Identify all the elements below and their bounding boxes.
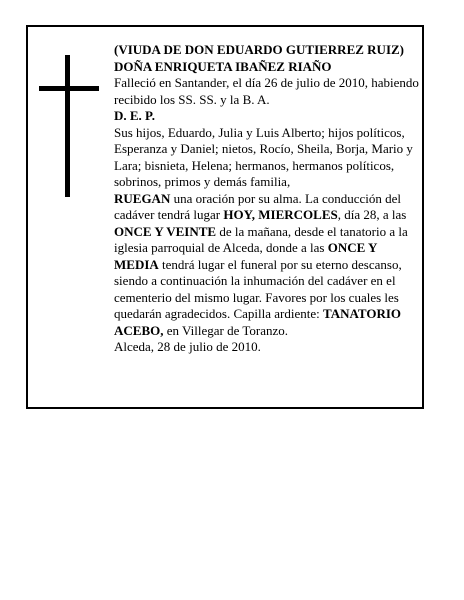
chapel-name: TANATORIO ACEBO, xyxy=(114,306,402,338)
ruegan-text: RUEGAN xyxy=(114,190,171,206)
funeral-time: ONCE Y MEDIA xyxy=(114,240,377,272)
departure-time: ONCE Y VEINTE xyxy=(114,223,217,239)
funeral-text-1: una oración por su alma. La conducción del cadáver tendrá lugar xyxy=(114,190,402,222)
cross-horizontal-bar xyxy=(39,86,99,91)
funeral-text-4: tendrá lugar el funeral por su eterno descanso, siendo a continuación la inhumación del cadáver en el cementerio del mismo lugar. Favores por los cuales les quedarán agradecidos. Capilla ardiente: xyxy=(114,256,402,321)
closing-line: Alceda, 28 de julio de 2010. xyxy=(114,339,261,354)
family-paragraph: Sus hijos, Eduardo, Julia y Luis Alberto; hijos políticos, Esperanza y Daniel; nietos, Rocío, Sheila, Borja, Mario y Lara; bisnieta, Helena; hermanos, hermanos políticos, sobrinos, primos y demás familia, xyxy=(114,124,413,189)
funeral-text-2: , día 28, a las xyxy=(337,207,407,222)
cross-vertical-bar xyxy=(65,55,70,197)
notice-body xyxy=(114,42,421,356)
funeral-day: HOY, MIERCOLES xyxy=(223,207,338,222)
rip-line: D. E. P. xyxy=(114,108,156,123)
funeral-text-5: en Villegar de Toranzo. xyxy=(163,322,289,338)
funeral-paragraph xyxy=(114,191,421,340)
obituary-notice xyxy=(26,25,424,409)
funeral-text-3: de la mañana, desde el tanatorio a la iglesia parroquial de Alceda, donde a las xyxy=(114,223,408,255)
death-line: Falleció en Santander, el día 26 de julio de 2010, habiendo recibido los SS. SS. y la B. A. xyxy=(114,75,419,107)
deceased-name: DOÑA ENRIQUETA IBAÑEZ RIAÑO xyxy=(114,58,332,74)
widow-line: (VIUDA DE DON EDUARDO GUTIERREZ RUIZ) xyxy=(114,42,404,57)
cross-icon xyxy=(39,55,99,197)
